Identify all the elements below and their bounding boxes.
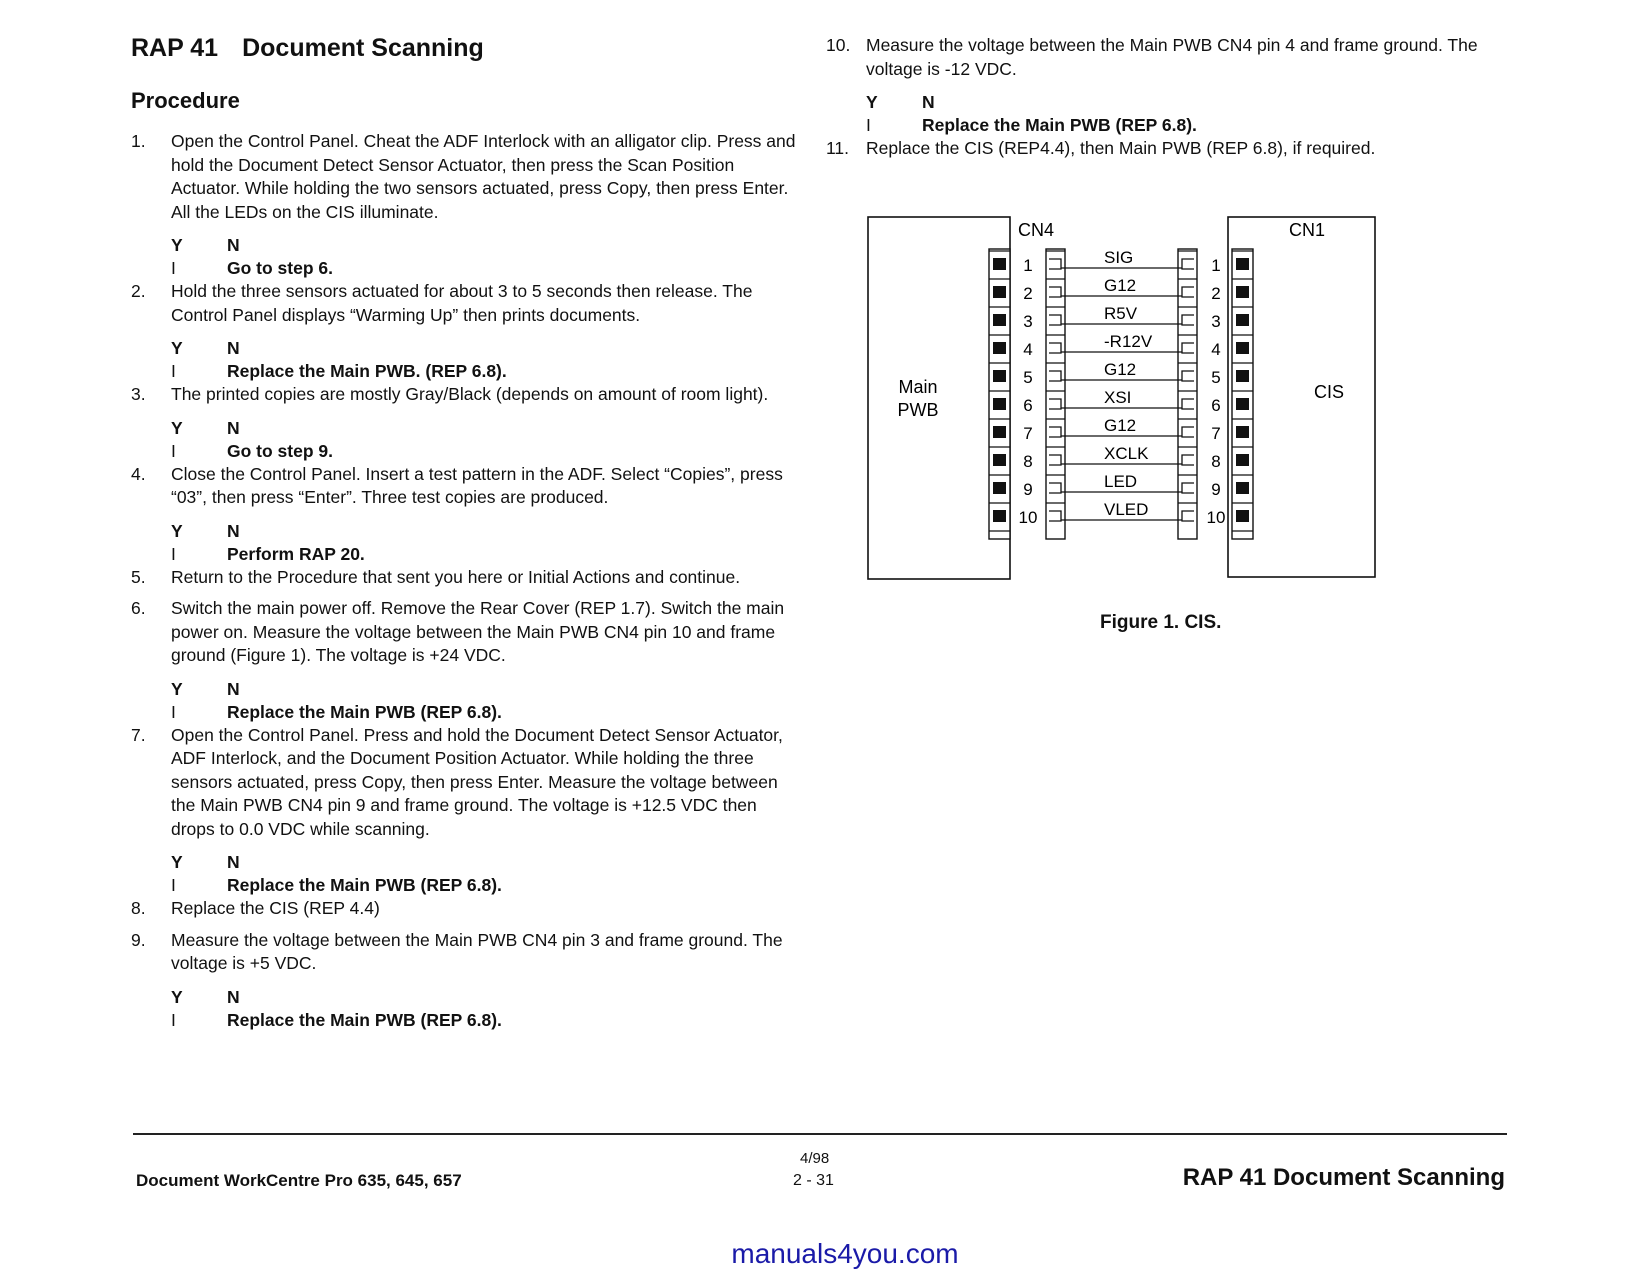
signal-label: G12: [1104, 360, 1137, 379]
yes-label: Y: [171, 520, 183, 541]
yes-no-block: [131, 520, 801, 566]
action-text: Replace the Main PWB (REP 6.8).: [227, 1009, 502, 1030]
procedure-steps-right: [826, 34, 1526, 169]
rap-code: RAP 41: [131, 34, 219, 62]
yes-label: Y: [171, 235, 183, 255]
yes-no-header: [171, 520, 801, 543]
cn1-label: CN1: [1288, 220, 1325, 240]
cn4-pin-square: [993, 398, 1006, 410]
no-label: N: [227, 678, 240, 699]
step-number: 1.: [131, 131, 146, 151]
signal-label: G12: [1104, 276, 1137, 295]
step-number: 4.: [131, 463, 146, 484]
no-branch-action: [171, 360, 801, 383]
yes-no-header: [171, 417, 801, 440]
step-text: Hold the three sensors actuated for about 3 to 5 seconds then release. The Control Panel displays “Warming Up” then prints documents.: [171, 281, 753, 325]
step-text: Open the Control Panel. Press and hold the Document Detect Sensor Actuator, ADF Interlock, and the Document Position Actuator. While holding the three sensors actuated, press Copy, then press Enter. Measure the voltage between the Main PWB CN4 pin 9 and frame ground. The voltage is +12.5 VDC then drops to 0.0 VDC while scanning.: [171, 724, 783, 839]
yes-branch-marker: I: [866, 115, 871, 135]
step-number: 10.: [826, 35, 851, 55]
watermark-link[interactable]: manuals4you.com: [731, 1238, 959, 1269]
procedure-step: [826, 34, 1526, 81]
yes-no-block: [131, 851, 801, 897]
action-text: Replace the Main PWB (REP 6.8).: [227, 701, 502, 722]
action-text: Replace the Main PWB (REP 6.8).: [227, 875, 502, 895]
yes-label: Y: [171, 678, 183, 699]
yes-no-block: [826, 91, 1526, 137]
procedure-step: [131, 463, 801, 510]
yes-branch-marker: I: [171, 543, 176, 564]
cn1-pin-number: 5: [1211, 368, 1221, 387]
no-branch-action: [866, 114, 1526, 137]
cn1-pin-square: [1236, 342, 1249, 354]
cn1-pin-number: 4: [1211, 340, 1221, 359]
cn4-pin-number: 2: [1023, 284, 1033, 303]
procedure-step: [131, 597, 801, 668]
step-text: Close the Control Panel. Insert a test pattern in the ADF. Select “Copies”, press “03”, then press “Enter”. Three test copies are produced.: [171, 463, 783, 507]
yes-no-block: [131, 986, 801, 1032]
cn4-pin-square: [993, 314, 1006, 326]
step-text: Measure the voltage between the Main PWB CN4 pin 4 and frame ground. The voltage is -12 VDC.: [866, 35, 1478, 79]
footer-section-title: RAP 41 Document Scanning: [1182, 1164, 1505, 1191]
cn1-pin-number: 10: [1206, 508, 1226, 527]
procedure-step: [131, 130, 801, 224]
procedure-heading: Procedure: [131, 88, 240, 113]
no-label: N: [227, 338, 240, 358]
yes-branch-marker: I: [171, 258, 176, 278]
no-label: N: [227, 235, 240, 255]
yes-branch-marker: I: [171, 440, 176, 461]
yes-label: Y: [171, 852, 183, 872]
yes-no-header: [171, 851, 801, 874]
action-text: Perform RAP 20.: [227, 543, 365, 564]
step-number: 7.: [131, 724, 146, 745]
cn4-pin-square: [993, 370, 1006, 382]
main-pwb-label-line-2: PWB: [897, 400, 939, 420]
signal-label: VLED: [1104, 500, 1149, 519]
action-text: Replace the Main PWB (REP 6.8).: [922, 115, 1197, 135]
yes-label: Y: [171, 338, 183, 358]
figure-caption: Figure 1. CIS.: [1100, 612, 1222, 633]
cn1-plug-body: [1178, 249, 1197, 539]
cn4-pin-number: 8: [1023, 452, 1033, 471]
step-text: Replace the CIS (REP 4.4): [171, 898, 380, 918]
no-branch-action: [171, 1009, 801, 1032]
cn4-pin-number: 4: [1023, 340, 1033, 359]
yes-no-header: [171, 678, 801, 701]
step-number: 6.: [131, 598, 146, 618]
cn4-label: CN4: [1018, 220, 1055, 240]
procedure-step: [131, 929, 801, 976]
procedure-step: [826, 137, 1526, 161]
signal-label: LED: [1104, 472, 1138, 491]
no-branch-action: [171, 257, 801, 280]
cn1-pin-square: [1236, 510, 1249, 522]
no-label: N: [227, 986, 240, 1007]
signal-label: R5V: [1104, 304, 1138, 323]
cn4-pin-number: 1: [1023, 256, 1033, 275]
cn1-pin-square: [1236, 314, 1249, 326]
rap-title: Document Scanning: [242, 34, 484, 62]
yes-label: Y: [866, 92, 878, 112]
footer-page-number: 2 - 31: [793, 1172, 834, 1189]
cn4-pin-number: 3: [1023, 312, 1033, 331]
action-text: Go to step 6.: [227, 258, 333, 278]
step-text: Measure the voltage between the Main PWB CN4 pin 3 and frame ground. The voltage is +5 VDC.: [171, 929, 783, 973]
step-text: The printed copies are mostly Gray/Black (depends on amount of room light).: [171, 384, 769, 404]
step-text: Replace the CIS (REP4.4), then Main PWB (REP 6.8), if required.: [866, 138, 1376, 158]
yes-branch-marker: I: [171, 1009, 176, 1030]
signal-label: -R12V: [1104, 332, 1153, 351]
footer-product: Document WorkCentre Pro 635, 645, 657: [136, 1171, 462, 1190]
no-label: N: [227, 520, 240, 541]
cn4-pin-square: [993, 454, 1006, 466]
cn1-pin-number: 2: [1211, 284, 1221, 303]
cis-label: CIS: [1313, 382, 1345, 402]
cn4-pin-square: [993, 426, 1006, 438]
cn4-pin-number: 10: [1018, 508, 1038, 527]
signal-label: G12: [1104, 416, 1137, 435]
cn4-pin-square: [993, 286, 1006, 298]
no-label: N: [227, 417, 240, 438]
document-title: [131, 34, 484, 63]
yes-no-block: [131, 678, 801, 724]
cn4-pin-square: [993, 482, 1006, 494]
procedure-steps-left: [131, 130, 801, 1032]
signal-label: XSI: [1104, 388, 1132, 407]
action-text: Replace the Main PWB. (REP 6.8).: [227, 361, 507, 381]
cn1-pin-number: 1: [1211, 256, 1221, 275]
footer-date: 4/98: [800, 1150, 830, 1167]
cn4-pin-number: 9: [1023, 480, 1033, 499]
no-label: N: [922, 92, 935, 112]
cn4-pin-square: [993, 258, 1006, 270]
cn1-pin-square: [1236, 482, 1249, 494]
procedure-step: [131, 566, 801, 590]
yes-no-block: [131, 337, 801, 383]
step-number: 9.: [131, 929, 146, 950]
no-branch-action: [171, 543, 801, 566]
yes-branch-marker: I: [171, 701, 176, 722]
procedure-step: [131, 897, 801, 921]
cn1-pin-square: [1236, 370, 1249, 382]
procedure-step: [131, 280, 801, 327]
step-number: 3.: [131, 384, 146, 404]
cn1-pin-square: [1236, 398, 1249, 410]
yes-label: Y: [171, 986, 183, 1007]
cn1-pin-number: 7: [1211, 424, 1221, 443]
step-text: Return to the Procedure that sent you here or Initial Actions and continue.: [171, 566, 741, 587]
step-number: 8.: [131, 898, 146, 918]
cn1-pin-square: [1236, 258, 1249, 270]
procedure-step: [131, 383, 801, 407]
step-number: 2.: [131, 281, 146, 301]
cn1-pin-square: [1236, 286, 1249, 298]
signal-label: XCLK: [1104, 444, 1149, 463]
yes-branch-marker: I: [171, 361, 176, 381]
no-branch-action: [171, 440, 801, 463]
main-pwb-label-line-1: Main: [898, 377, 938, 397]
cn4-pin-number: 5: [1023, 368, 1033, 387]
action-text: Go to step 9.: [227, 440, 333, 461]
footer-divider: [133, 1133, 1507, 1135]
cn4-pin-square: [993, 510, 1006, 522]
procedure-step: [131, 724, 801, 842]
step-text: Open the Control Panel. Cheat the ADF Interlock with an alligator clip. Press and hold the Document Detect Sensor Actuator, then press the Scan Position Actuator. While holding the two sensors actuated, press Copy, then press Enter. All the LEDs on the CIS illuminate.: [171, 131, 796, 222]
cn4-pin-number: 6: [1023, 396, 1033, 415]
yes-no-block: [131, 417, 801, 463]
step-number: 11.: [826, 138, 850, 158]
signal-label: SIG: [1104, 248, 1134, 267]
cn1-pin-number: 8: [1211, 452, 1221, 471]
yes-no-header: [171, 337, 801, 360]
yes-no-block: [131, 234, 801, 280]
yes-no-header: [171, 986, 801, 1009]
cn1-pin-square: [1236, 454, 1249, 466]
cn1-pin-number: 9: [1211, 480, 1221, 499]
no-branch-action: [171, 701, 801, 724]
yes-branch-marker: I: [171, 875, 176, 895]
cn4-pin-number: 7: [1023, 424, 1033, 443]
cis-wiring-figure: [858, 205, 1378, 580]
step-number: 5.: [131, 566, 146, 587]
no-branch-action: [171, 874, 801, 897]
cn4-pin-square: [993, 342, 1006, 354]
wiring-diagram: [858, 205, 1378, 580]
cn1-pin-number: 6: [1211, 396, 1221, 415]
cn4-plug-body: [1046, 249, 1065, 539]
yes-no-header: [171, 234, 801, 257]
step-text: Switch the main power off. Remove the Rear Cover (REP 1.7). Switch the main power on. Measure the voltage between the Main PWB CN4 pin 10 and frame ground (Figure 1). The voltage is +24 VDC.: [171, 598, 785, 665]
yes-label: Y: [171, 417, 183, 438]
cn1-pin-square: [1236, 426, 1249, 438]
yes-no-header: [866, 91, 1526, 114]
cn1-pin-number: 3: [1211, 312, 1221, 331]
no-label: N: [227, 852, 240, 872]
